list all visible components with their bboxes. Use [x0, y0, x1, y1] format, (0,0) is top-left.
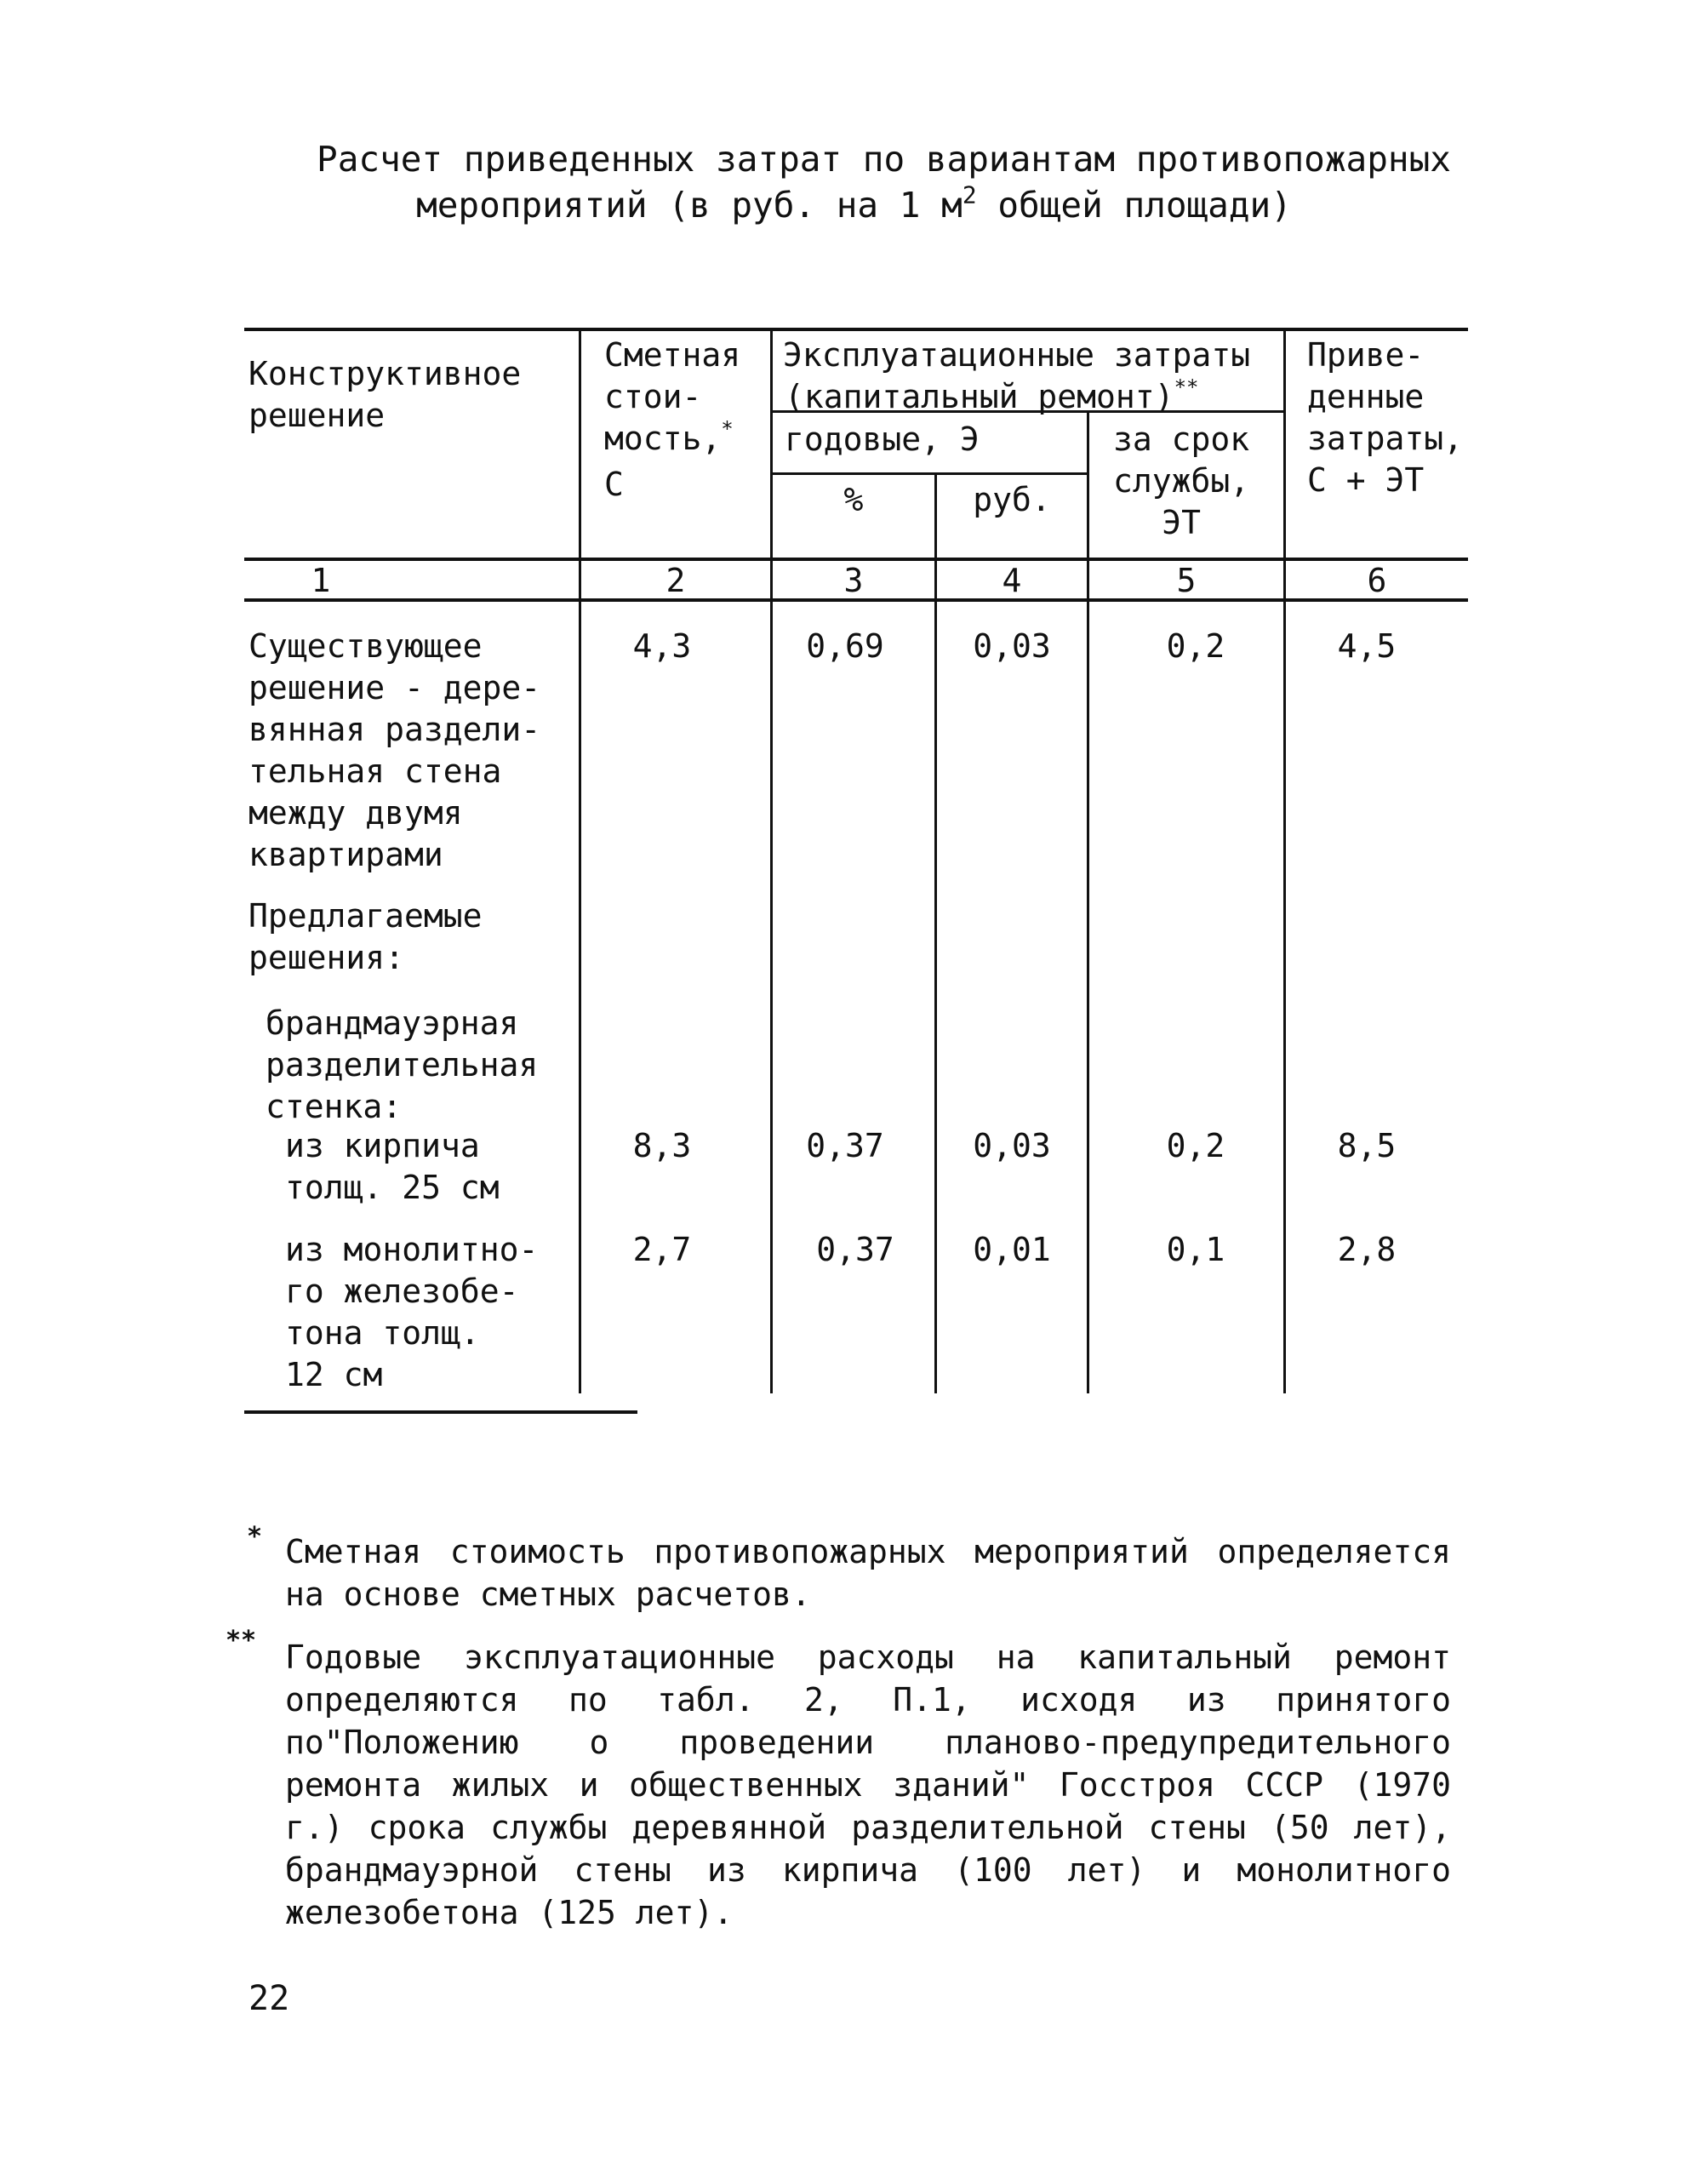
row-concrete-pct: 0,37 — [816, 1231, 894, 1268]
row-existing-rub: 0,03 — [973, 627, 1051, 665]
asterisk-mark: * — [721, 417, 734, 441]
row-concrete-rub: 0,01 — [973, 1231, 1051, 1268]
title-line-1: Расчет приведенных затрат по вариантам противопожарных — [317, 139, 1451, 180]
row-concrete-cost: 2,7 — [632, 1231, 692, 1268]
firewall-label: брандмауэрная разделительная стенка: — [266, 1004, 539, 1125]
annual-header-rule — [770, 472, 1089, 475]
row-brick-total: 8,5 — [1337, 1127, 1397, 1164]
header-service-life: за срок службы, ЭТ — [1113, 420, 1250, 541]
title-line-2: мероприятий (в руб. на 1 $м^2$ общей площади) — [416, 180, 1292, 226]
row-brick-life: 0,2 — [1166, 1127, 1225, 1164]
row-brick-label: из кирпича толщ. 25 см — [285, 1127, 500, 1206]
row-existing-cost: 4,3 — [632, 627, 692, 665]
row-concrete-label: из монолитно- го железобе- тона толщ. 12 см — [285, 1231, 539, 1393]
col-number-1: 1 — [311, 562, 331, 599]
header-structural-solution: Конструктивное решение — [248, 355, 522, 434]
col-number-2: 2 — [665, 562, 686, 599]
col-number-3: 3 — [843, 562, 864, 599]
row-existing-pct: 0,69 — [806, 627, 884, 665]
header-rubles: руб. — [973, 481, 1051, 518]
proposed-label: Предлагаемые решения: — [248, 897, 483, 976]
footnote-1-text: Сметная стоимость противопожарных мероприятий определяется на основе сметных расчетов. — [285, 1533, 1451, 1613]
row-brick-rub: 0,03 — [973, 1127, 1051, 1164]
col-number-4: 4 — [1002, 562, 1022, 599]
table-bottom-rule — [244, 1410, 637, 1414]
header-total-costs: Приве- денные затраты, С + ЭТ — [1307, 336, 1464, 499]
row-concrete-total: 2,8 — [1337, 1231, 1397, 1268]
row-brick-cost: 8,3 — [632, 1127, 692, 1164]
header-operating-costs: Эксплуатационные затраты (капитальный ремонт)** — [783, 336, 1251, 415]
header-estimated-cost: Сметная стои- мость,* С — [604, 336, 741, 503]
header-percent: % — [843, 481, 864, 518]
footnote-2-text: Годовые эксплуатационные расходы на капитальный ремонт определяются по табл. 2, П.1, исходя из принятого по"Положению о проведении планово-предупредительного ремонта жилых и общественных зданий" Госстроя СССР (1970 г.) срока службы деревянной разделительной стены (50 лет), брандмауэрной стены из кирпича (100 лет) и монолитного железобетона (125 лет). — [285, 1639, 1451, 1931]
col-number-5: 5 — [1176, 562, 1197, 599]
footnote-1-mark: * — [247, 1522, 263, 1552]
footnote-2-mark: ** — [226, 1626, 257, 1656]
row-existing-label: Существующее решение - дере- вянная раздели- тельная стена между двумя квартирами — [248, 627, 541, 873]
row-brick-pct: 0,37 — [806, 1127, 884, 1164]
col-number-6: 6 — [1367, 562, 1387, 599]
row-existing-life: 0,2 — [1166, 627, 1225, 665]
row-concrete-life: 0,1 — [1166, 1231, 1225, 1268]
double-asterisk-mark: ** — [1174, 375, 1199, 399]
header-annual: годовые, Э — [785, 420, 980, 458]
page-number: 22 — [248, 1979, 290, 2018]
row-existing-total: 4,5 — [1337, 627, 1397, 665]
